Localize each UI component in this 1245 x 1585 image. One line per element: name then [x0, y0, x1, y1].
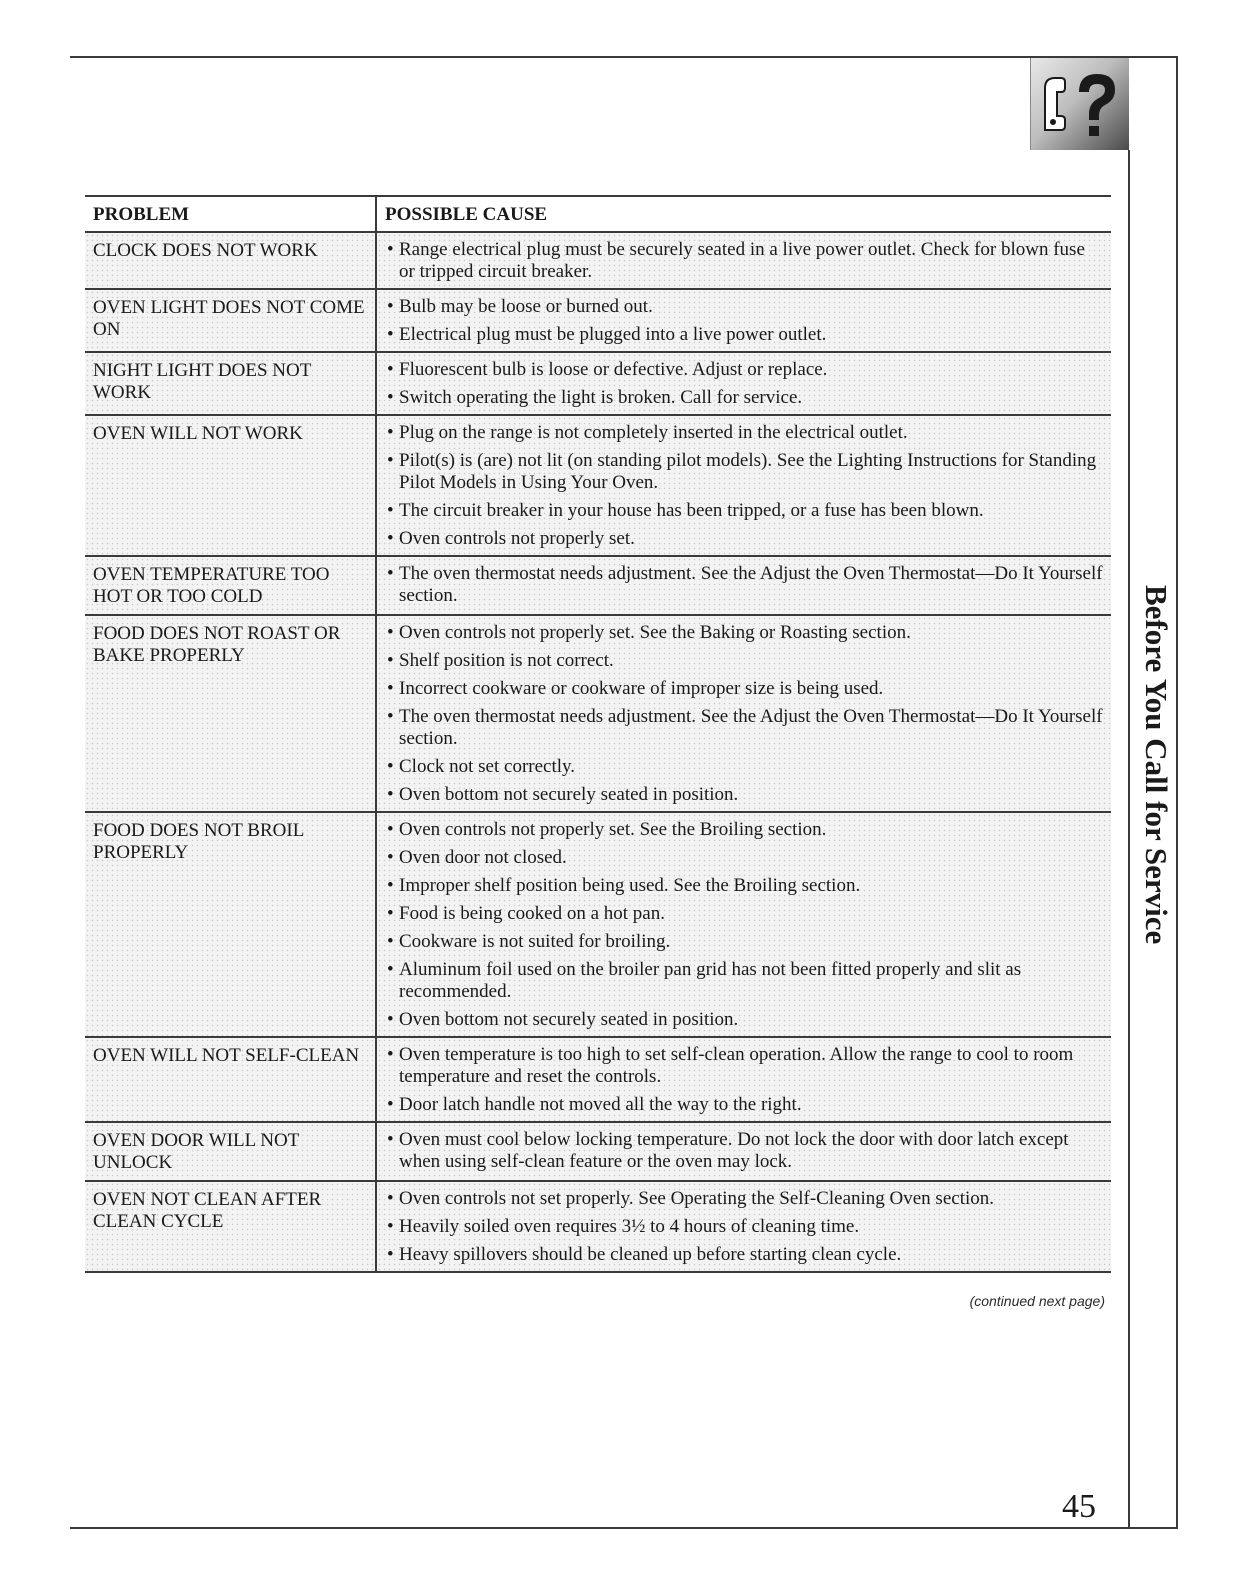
cause-cell: [376, 415, 1111, 556]
problem-cell: NIGHT LIGHT DOES NOT WORK: [85, 352, 376, 415]
cause-cell: [376, 556, 1111, 615]
cause-item: • Oven bottom not securely seated in position.: [387, 1009, 1103, 1031]
cause-item: • Switch operating the light is broken. Call for service.: [387, 387, 1103, 409]
cause-column-header: POSSIBLE CAUSE: [376, 196, 1111, 232]
problem-cell: OVEN NOT CLEAN AFTER CLEAN CYCLE: [85, 1181, 376, 1272]
cause-item: • Aluminum foil used on the broiler pan grid has not been fitted properly and slit as recommended.: [387, 959, 1103, 1003]
cause-item: • Shelf position is not correct.: [387, 650, 1103, 672]
cause-item: • Electrical plug must be plugged into a live power outlet.: [387, 324, 1103, 346]
cause-item: • Cookware is not suited for broiling.: [387, 931, 1103, 953]
cause-cell: [376, 289, 1111, 352]
cause-list: [387, 819, 1103, 1031]
cause-item: • Oven door not closed.: [387, 847, 1103, 869]
cause-item: • Oven controls not properly set. See the Baking or Roasting section.: [387, 622, 1103, 644]
cause-item: • Incorrect cookware or cookware of improper size is being used.: [387, 678, 1103, 700]
problem-column-header: PROBLEM: [85, 196, 376, 232]
cause-item: • Food is being cooked on a hot pan.: [387, 903, 1103, 925]
cause-item: • Heavily soiled oven requires 3½ to 4 hours of cleaning time.: [387, 1216, 1103, 1238]
table-row: [85, 1181, 1111, 1272]
cause-list: [387, 1044, 1103, 1116]
page-number: 45: [1062, 1488, 1096, 1525]
table-body: [85, 232, 1111, 1272]
cause-cell: [376, 615, 1111, 812]
table-row: [85, 232, 1111, 289]
table-row: [85, 289, 1111, 352]
side-title: Before You Call for Service: [1139, 585, 1174, 945]
problem-cell: FOOD DOES NOT ROAST OR BAKE PROPERLY: [85, 615, 376, 812]
inner-side-rule: [1128, 150, 1130, 1528]
table-row: [85, 615, 1111, 812]
table-row: [85, 1037, 1111, 1122]
cause-list: [387, 422, 1103, 550]
cause-item: • The oven thermostat needs adjustment. See the Adjust the Oven Thermostat—Do It Yourself section.: [387, 706, 1103, 750]
cause-cell: [376, 1122, 1111, 1181]
cause-item: • Door latch handle not moved all the way to the right.: [387, 1094, 1103, 1116]
cause-item: • Clock not set correctly.: [387, 756, 1103, 778]
problem-cell: OVEN WILL NOT SELF-CLEAN: [85, 1037, 376, 1122]
cause-item: • Oven controls not properly set. See the Broiling section.: [387, 819, 1103, 841]
top-rule: [70, 56, 1178, 58]
cause-item: • Oven must cool below locking temperature. Do not lock the door with door latch except when using self-clean feature or the oven may lock.: [387, 1129, 1103, 1173]
cause-item: • Range electrical plug must be securely seated in a live power outlet. Check for blown fuse or tripped circuit breaker.: [387, 239, 1103, 283]
cause-item: • Heavy spillovers should be cleaned up before starting clean cycle.: [387, 1244, 1103, 1266]
problem-cell: OVEN TEMPERATURE TOO HOT OR TOO COLD: [85, 556, 376, 615]
problem-cell: FOOD DOES NOT BROIL PROPERLY: [85, 812, 376, 1037]
cause-item: • Plug on the range is not completely inserted in the electrical outlet.: [387, 422, 1103, 444]
cause-cell: [376, 1037, 1111, 1122]
cause-item: • Oven controls not set properly. See Operating the Self-Cleaning Oven section.: [387, 1188, 1103, 1210]
cause-item: • Oven controls not properly set.: [387, 528, 1103, 550]
cause-list: [387, 1188, 1103, 1266]
table-row: [85, 1122, 1111, 1181]
cause-item: • Oven temperature is too high to set self-clean operation. Allow the range to cool to room temperature and reset the controls.: [387, 1044, 1103, 1088]
phone-question-icon: [1030, 58, 1129, 150]
cause-item: • Improper shelf position being used. See the Broiling section.: [387, 875, 1103, 897]
cause-item: • The oven thermostat needs adjustment. See the Adjust the Oven Thermostat—Do It Yourself section.: [387, 563, 1103, 607]
cause-cell: [376, 812, 1111, 1037]
table-row: [85, 415, 1111, 556]
problem-cell: OVEN LIGHT DOES NOT COME ON: [85, 289, 376, 352]
outer-side-rule: [1176, 56, 1178, 1528]
cause-cell: [376, 1181, 1111, 1272]
problem-cell: OVEN DOOR WILL NOT UNLOCK: [85, 1122, 376, 1181]
cause-list: [387, 359, 1103, 409]
table-row: [85, 556, 1111, 615]
cause-list: [387, 239, 1103, 283]
table-header-row: [85, 196, 1111, 232]
cause-list: [387, 622, 1103, 806]
cause-item: • Pilot(s) is (are) not lit (on standing pilot models). See the Lighting Instructions for Standing Pilot Models in Using Your Oven.: [387, 450, 1103, 494]
bottom-rule: [70, 1527, 1178, 1529]
cause-item: • Bulb may be loose or burned out.: [387, 296, 1103, 318]
cause-item: • The circuit breaker in your house has been tripped, or a fuse has been blown.: [387, 500, 1103, 522]
cause-list: [387, 296, 1103, 346]
problem-cell: OVEN WILL NOT WORK: [85, 415, 376, 556]
cause-list: [387, 563, 1103, 607]
cause-cell: [376, 232, 1111, 289]
table-row: [85, 812, 1111, 1037]
cause-cell: [376, 352, 1111, 415]
table-row: [85, 352, 1111, 415]
cause-item: • Fluorescent bulb is loose or defective. Adjust or replace.: [387, 359, 1103, 381]
continued-note: (continued next page): [969, 1293, 1105, 1309]
troubleshooting-table: [85, 195, 1111, 1273]
cause-list: [387, 1129, 1103, 1173]
problem-cell: CLOCK DOES NOT WORK: [85, 232, 376, 289]
cause-item: • Oven bottom not securely seated in position.: [387, 784, 1103, 806]
